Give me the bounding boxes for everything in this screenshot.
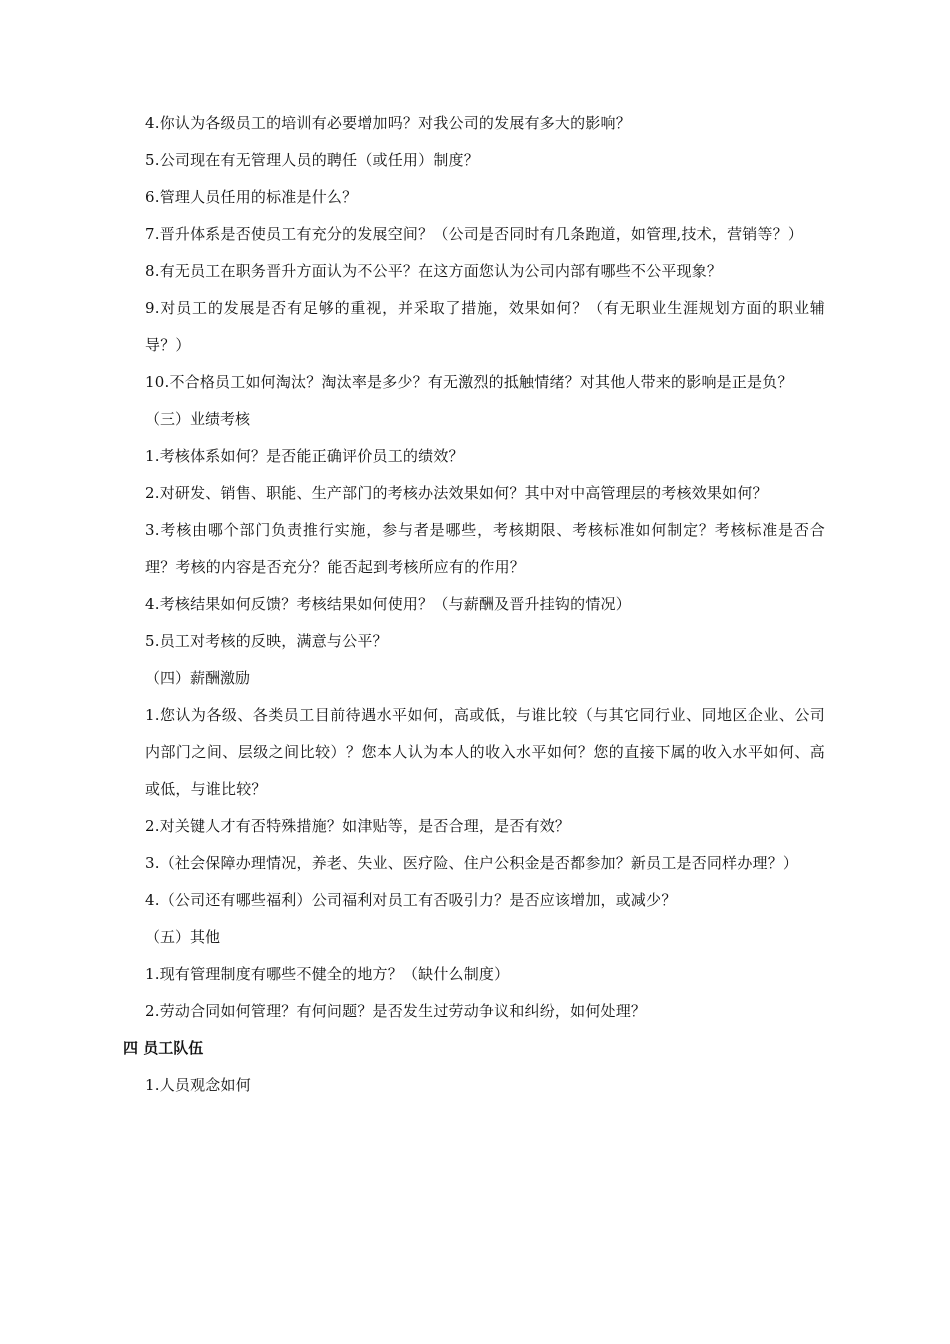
question-item: 7.晋升体系是否使员工有充分的发展空间？（公司是否同时有几条跑道，如管理,技术，营销等？） [145,225,804,243]
question-item: 4.考核结果如何反馈？考核结果如何使用？（与薪酬及晋升挂钩的情况） [145,595,631,613]
question-item: 2.对研发、销售、职能、生产部门的考核办法效果如何？其中对中高管理层的考核效果如何？ [145,484,768,502]
document-body [123,105,825,1104]
question-item: 3.考核由哪个部门负责推行实施，参与者是哪些，考核期限、考核标准如何制定？考核标准是否合理？考核的内容是否充分？能否起到考核所应有的作用？ [145,521,825,576]
question-item: 2.劳动合同如何管理？有何问题？是否发生过劳动争议和纠纷，如何处理？ [145,1002,647,1020]
question-item: 1.现有管理制度有哪些不健全的地方？（缺什么制度） [145,965,510,983]
section-heading: 四 员工队伍 [123,1039,204,1057]
question-item: 3.（社会保障办理情况，养老、失业、医疗险、住户公积金是否都参加？新员工是否同样办理？） [145,854,799,872]
question-item: 9.对员工的发展是否有足够的重视，并采取了措施，效果如何？（有无职业生涯规划方面的职业辅导？） [145,299,825,354]
question-item: 1.人员观念如何 [145,1076,251,1094]
question-item: 5.公司现在有无管理人员的聘任（或任用）制度？ [145,151,479,169]
question-item: 2.对关键人才有否特殊措施？如津贴等，是否合理，是否有效？ [145,817,571,835]
subsection-heading: （三）业绩考核 [145,410,251,428]
question-item: 10.不合格员工如何淘汰？淘汰率是多少？有无激烈的抵触情绪？对其他人带来的影响是正是负？ [145,373,793,391]
subsection-heading: （四）薪酬激励 [145,669,251,687]
subsection-heading: （五）其他 [145,928,221,946]
question-item: 1.您认为各级、各类员工目前待遇水平如何，高或低，与谁比较（与其它同行业、同地区企业、公司内部门之间、层级之间比较）？您本人认为本人的收入水平如何？您的直接下属的收入水平如何、高或低，与谁比较？ [145,706,825,798]
question-item: 4.（公司还有哪些福利）公司福利对员工有否吸引力？是否应该增加，或减少？ [145,891,677,909]
question-item: 8.有无员工在职务晋升方面认为不公平？在这方面您认为公司内部有哪些不公平现象？ [145,262,723,280]
question-item: 6.管理人员任用的标准是什么？ [145,188,358,206]
question-item: 4.你认为各级员工的培训有必要增加吗？对我公司的发展有多大的影响？ [145,114,631,132]
question-item: 5.员工对考核的反映，满意与公平？ [145,632,388,650]
question-item: 1.考核体系如何？是否能正确评价员工的绩效？ [145,447,464,465]
